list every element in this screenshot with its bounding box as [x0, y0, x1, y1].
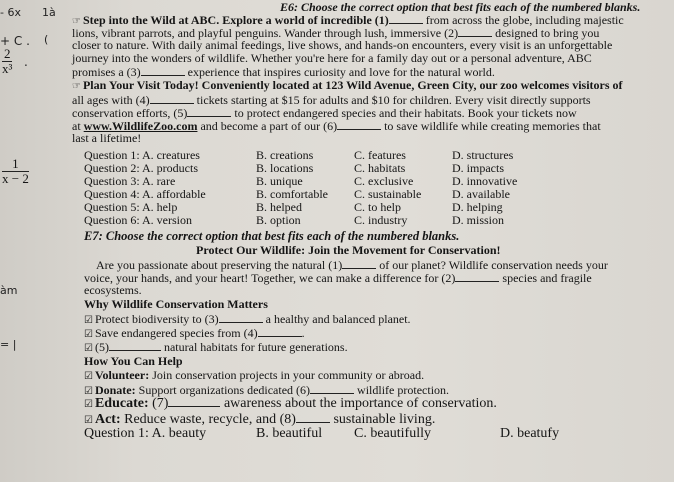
e6-q3-d: D. innovative	[452, 174, 518, 188]
e6-q4-d: D. available	[452, 187, 510, 201]
margin-plus-c: + C .	[0, 34, 30, 48]
margin-dot: .	[24, 55, 28, 69]
margin-fraction-1	[2, 47, 12, 76]
fraction-denominator: x − 2	[2, 171, 29, 186]
e7-intro-line-1: Are you passionate about preserving the natural (1) of our planet? Wildlife conservation needs your	[96, 258, 608, 272]
e6-visit-line-1: ☞ Plan Your Visit Today! Conveniently located at 123 Wild Avenue, Green City, our zoo welcomes visitors of	[72, 78, 623, 92]
why-heading: Why Wildlife Conservation Matters	[84, 297, 268, 311]
why-item-2: ☑ Save endangered species from (4) .	[84, 326, 305, 340]
e6-q1-c: C. features	[354, 148, 406, 162]
margin-paren: (	[44, 33, 49, 46]
e6-passage-line-1: ☞ Step into the Wild at ABC. Explore a world of incredible (1) from across the globe, including majestic	[72, 13, 624, 27]
website-link[interactable]: www.WildlifeZoo.com	[83, 119, 198, 133]
e7-q1-b: B. beautiful	[256, 426, 323, 441]
e6-q3-a: Question 3: A. rare	[84, 174, 176, 188]
e6-passage-line-2: lions, vibrant parrots, and playful penguins. Wander through lush, immersive (2) designed to bring you	[72, 26, 600, 40]
e6-q3-b: B. unique	[256, 174, 303, 188]
check-box-icon: ☑	[84, 399, 93, 410]
check-box-icon: ☑	[84, 371, 93, 382]
e6-q4-c: C. sustainable	[354, 187, 422, 201]
e6-q2-b: B. locations	[256, 161, 314, 175]
e6-q5-b: B. helped	[256, 200, 302, 214]
check-box-icon: ☑	[84, 415, 93, 426]
how-item-donate: ☑ Donate: Support organizations dedicated (6) wildlife protection.	[84, 383, 450, 397]
how-heading: How You Can Help	[84, 354, 183, 368]
why-item-1: ☑ Protect biodiversity to (3) a healthy and balanced planet.	[84, 312, 411, 326]
e6-q6-d: D. mission	[452, 213, 505, 227]
fraction-numerator: 2	[3, 46, 11, 61]
e6-q6-a: Question 6: A. version	[84, 213, 192, 227]
e7-q1-a: Question 1: A. beauty	[84, 426, 207, 441]
e6-q1-b: B. creations	[256, 148, 314, 162]
e6-passage-line-5: promises a (3) experience that inspires curiosity and love for the natural world.	[72, 65, 495, 79]
margin-expression: - 6x	[0, 6, 21, 19]
check-box-icon: ☑	[84, 329, 93, 340]
why-item-3: ☑ (5) natural habitats for future generations.	[84, 340, 348, 354]
margin-fragment: 1à	[42, 6, 56, 19]
e6-q6-b: B. option	[256, 213, 301, 227]
e6-q5-a: Question 5: A. help	[84, 200, 178, 214]
margin-fragment-am: àm	[0, 284, 18, 297]
e6-q2-a: Question 2: A. products	[84, 161, 198, 175]
e6-visit-line-3: conservation efforts, (5) to protect endangered species and their habitats. Book your tickets now	[72, 106, 577, 120]
how-item-educate: ☑ Educate: (7) awareness about the importance of conservation.	[84, 396, 497, 411]
pointing-hand-icon: ☞	[72, 81, 81, 92]
e6-q4-b: B. comfortable	[256, 187, 328, 201]
e6-passage-line-3: closer to nature. With daily animal feedings, live shows, and hands-on encounters, every visit is an unforgettable	[72, 38, 613, 52]
how-item-act: ☑ Act: Reduce waste, recycle, and (8) sustainable living.	[84, 412, 436, 427]
margin-fraction-2	[2, 157, 29, 186]
e6-q2-d: D. impacts	[452, 161, 504, 175]
fraction-numerator: 1	[2, 157, 29, 172]
e6-q1-a: Question 1: A. creatures	[84, 148, 200, 162]
e6-visit-line-4: at www.WildlifeZoo.com and become a part of our (6) to save wildlife while creating memories that	[72, 119, 601, 133]
e6-q5-c: C. to help	[354, 200, 401, 214]
e6-q4-a: Question 4: A. affordable	[84, 187, 206, 201]
e7-intro-line-3: ecosystems.	[84, 283, 142, 297]
e6-q2-c: C. habitats	[354, 161, 406, 175]
e7-q1-c: C. beautifully	[354, 426, 431, 441]
check-box-icon: ☑	[84, 386, 93, 397]
fraction-denominator: x³	[2, 61, 13, 76]
check-box-icon: ☑	[84, 315, 93, 326]
e6-q3-c: C. exclusive	[354, 174, 414, 188]
e7-title: Protect Our Wildlife: Join the Movement for Conservation!	[196, 243, 501, 257]
e7-heading: E7: Choose the correct option that best fits each of the numbered blanks.	[84, 229, 460, 243]
e6-heading: E6: Choose the correct option that best fits each of the numbered blanks.	[280, 0, 641, 14]
e6-q6-c: C. industry	[354, 213, 408, 227]
e6-visit-line-5: last a lifetime!	[72, 131, 142, 145]
e6-q5-d: D. helping	[452, 200, 503, 214]
pointing-hand-icon: ☞	[72, 16, 81, 27]
margin-equals: = |	[0, 338, 17, 351]
e6-visit-line-2: all ages with (4) tickets starting at $15 for adults and $10 for children. Every visit directly supports	[72, 93, 591, 107]
e7-q1-d: D. beatufy	[500, 426, 560, 441]
e7-intro-line-2: voice, your hands, and your heart! Together, we can make a difference for (2) species and fragile	[84, 271, 592, 285]
check-box-icon: ☑	[84, 343, 93, 354]
how-item-volunteer: ☑ Volunteer: Join conservation projects in your community or abroad.	[84, 368, 425, 382]
e6-q1-d: D. structures	[452, 148, 514, 162]
e6-passage-line-4: journey into the wonders of wildlife. Whether you're here for a family day out or a personal adventure, ABC	[72, 51, 592, 65]
